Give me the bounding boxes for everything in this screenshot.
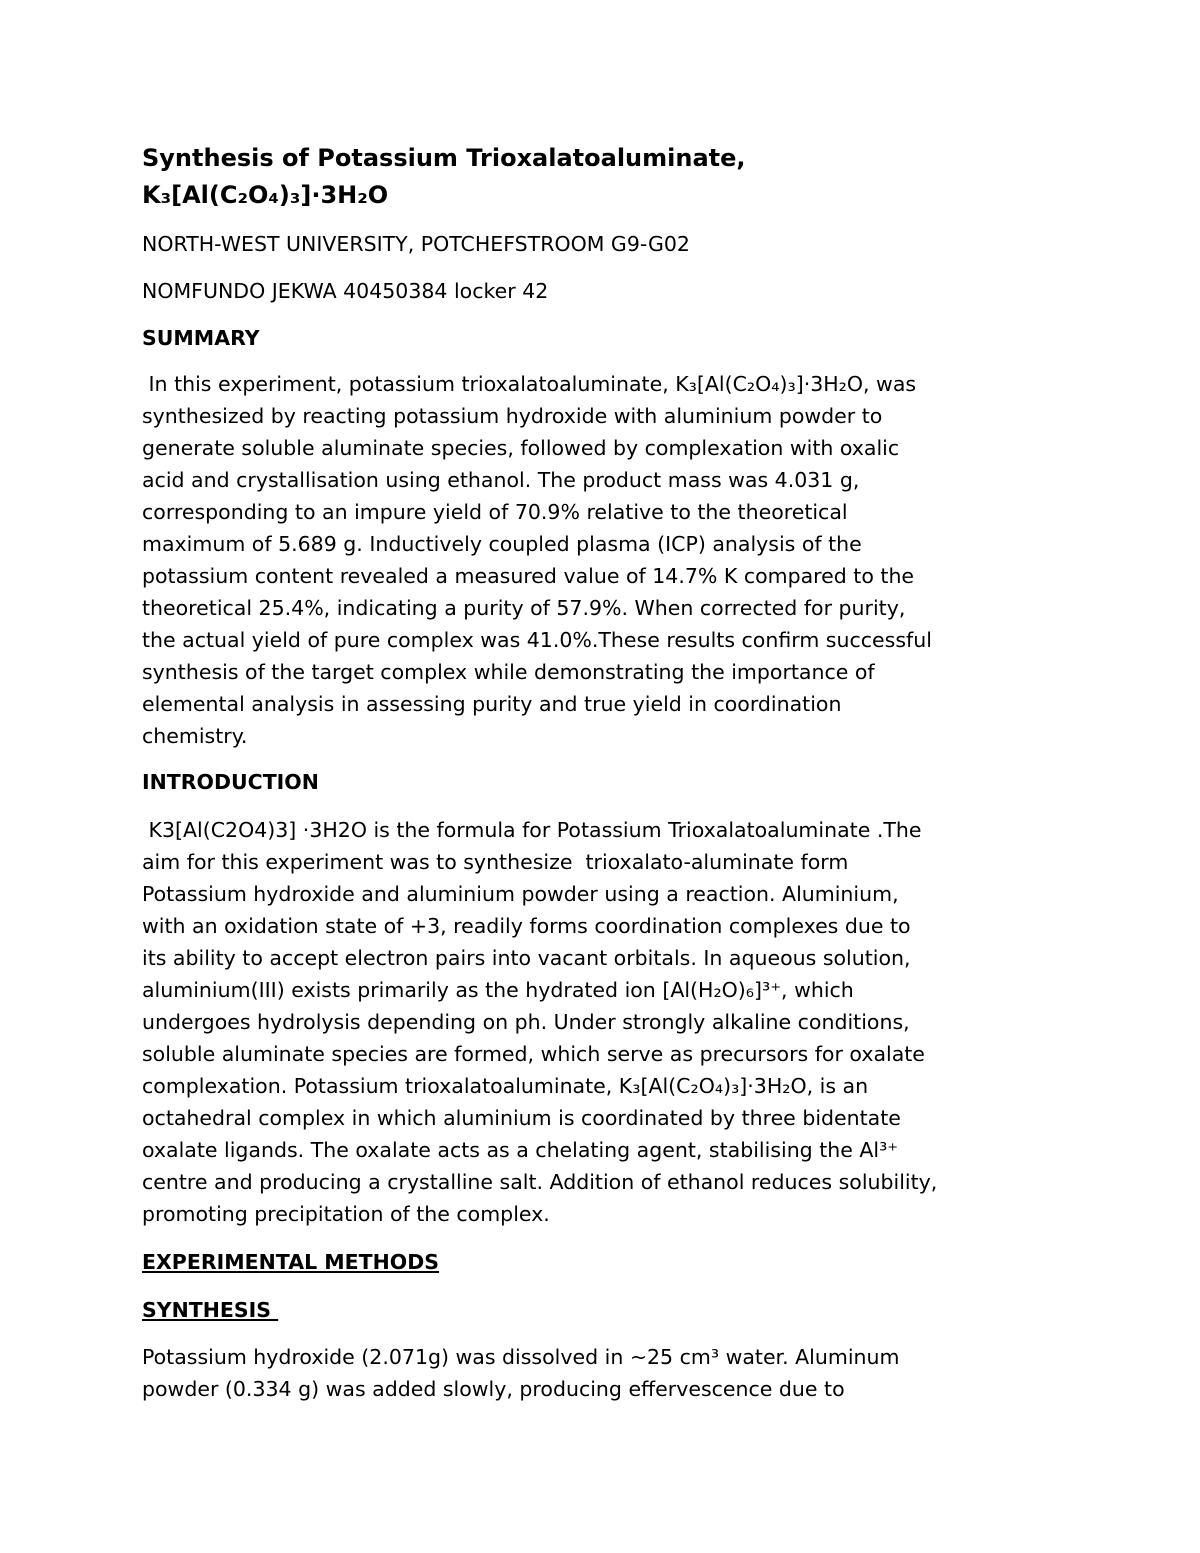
introduction-paragraph [142, 814, 1077, 1230]
author-line: NOMFUNDO JEKWA 40450384 locker 42 [142, 279, 549, 303]
synthesis-line: Potassium hydroxide (2.071g) was dissolved in ~25 cm³ water. Aluminum [142, 1345, 900, 1369]
introduction-line: Potassium hydroxide and aluminium powder using a reaction. Aluminium, [142, 882, 899, 906]
summary-paragraph [142, 368, 1077, 752]
document-page [142, 140, 1077, 1405]
introduction-line: its ability to accept electron pairs into vacant orbitals. In aqueous solution, [142, 946, 911, 970]
introduction-line: soluble aluminate species are formed, which serve as precursors for oxalate [142, 1042, 925, 1066]
document-title-line-2: K₃[Al(C₂O₄)₃]·3H₂O [142, 181, 389, 209]
summary-line: synthesized by reacting potassium hydroxide with aluminium powder to [142, 404, 883, 428]
synthesis-line: powder (0.334 g) was added slowly, producing effervescence due to [142, 1377, 845, 1401]
summary-heading: SUMMARY [142, 326, 260, 350]
introduction-line: complexation. Potassium trioxalatoaluminate, K₃[Al(C₂O₄)₃]·3H₂O, is an [142, 1074, 869, 1098]
summary-line: maximum of 5.689 g. Inductively coupled plasma (ICP) analysis of the [142, 532, 862, 556]
introduction-line: K3[Al(C2O4)3] ·3H2O is the formula for Potassium Trioxalatoaluminate .The [142, 818, 922, 842]
introduction-line: octahedral complex in which aluminium is coordinated by three bidentate [142, 1106, 901, 1130]
summary-line: synthesis of the target complex while demonstrating the importance of [142, 660, 875, 684]
introduction-line: promoting precipitation of the complex. [142, 1202, 550, 1226]
introduction-line: aim for this experiment was to synthesize trioxalato-aluminate form [142, 850, 849, 874]
introduction-heading: INTRODUCTION [142, 770, 319, 794]
summary-line: acid and crystallisation using ethanol. The product mass was 4.031 g, [142, 468, 860, 492]
summary-line: In this experiment, potassium trioxalatoaluminate, K₃[Al(C₂O₄)₃]·3H₂O, was [142, 372, 917, 396]
institution-line: NORTH-WEST UNIVERSITY, POTCHEFSTROOM G9-G02 [142, 232, 690, 256]
summary-line: potassium content revealed a measured value of 14.7% K compared to the [142, 564, 915, 588]
summary-line: chemistry. [142, 724, 248, 748]
synthesis-paragraph [142, 1341, 1077, 1405]
introduction-line: undergoes hydrolysis depending on ph. Under strongly alkaline conditions, [142, 1010, 910, 1034]
summary-line: elemental analysis in assessing purity and true yield in coordination [142, 692, 842, 716]
introduction-line: aluminium(III) exists primarily as the hydrated ion [Al(H₂O)₆]³⁺, which [142, 978, 854, 1002]
summary-line: the actual yield of pure complex was 41.0%.These results confirm successful [142, 628, 932, 652]
introduction-line: with an oxidation state of +3, readily forms coordination complexes due to [142, 914, 911, 938]
introduction-line: oxalate ligands. The oxalate acts as a chelating agent, stabilising the Al³⁺ [142, 1138, 899, 1162]
document-title-line-1: Synthesis of Potassium Trioxalatoaluminate, [142, 144, 746, 172]
synthesis-heading: SYNTHESIS [142, 1298, 279, 1322]
summary-line: theoretical 25.4%, indicating a purity of 57.9%. When corrected for purity, [142, 596, 906, 620]
experimental-methods-heading: EXPERIMENTAL METHODS [142, 1250, 440, 1274]
summary-line: generate soluble aluminate species, followed by complexation with oxalic [142, 436, 900, 460]
introduction-line: centre and producing a crystalline salt. Addition of ethanol reduces solubility, [142, 1170, 938, 1194]
summary-line: corresponding to an impure yield of 70.9% relative to the theoretical [142, 500, 848, 524]
